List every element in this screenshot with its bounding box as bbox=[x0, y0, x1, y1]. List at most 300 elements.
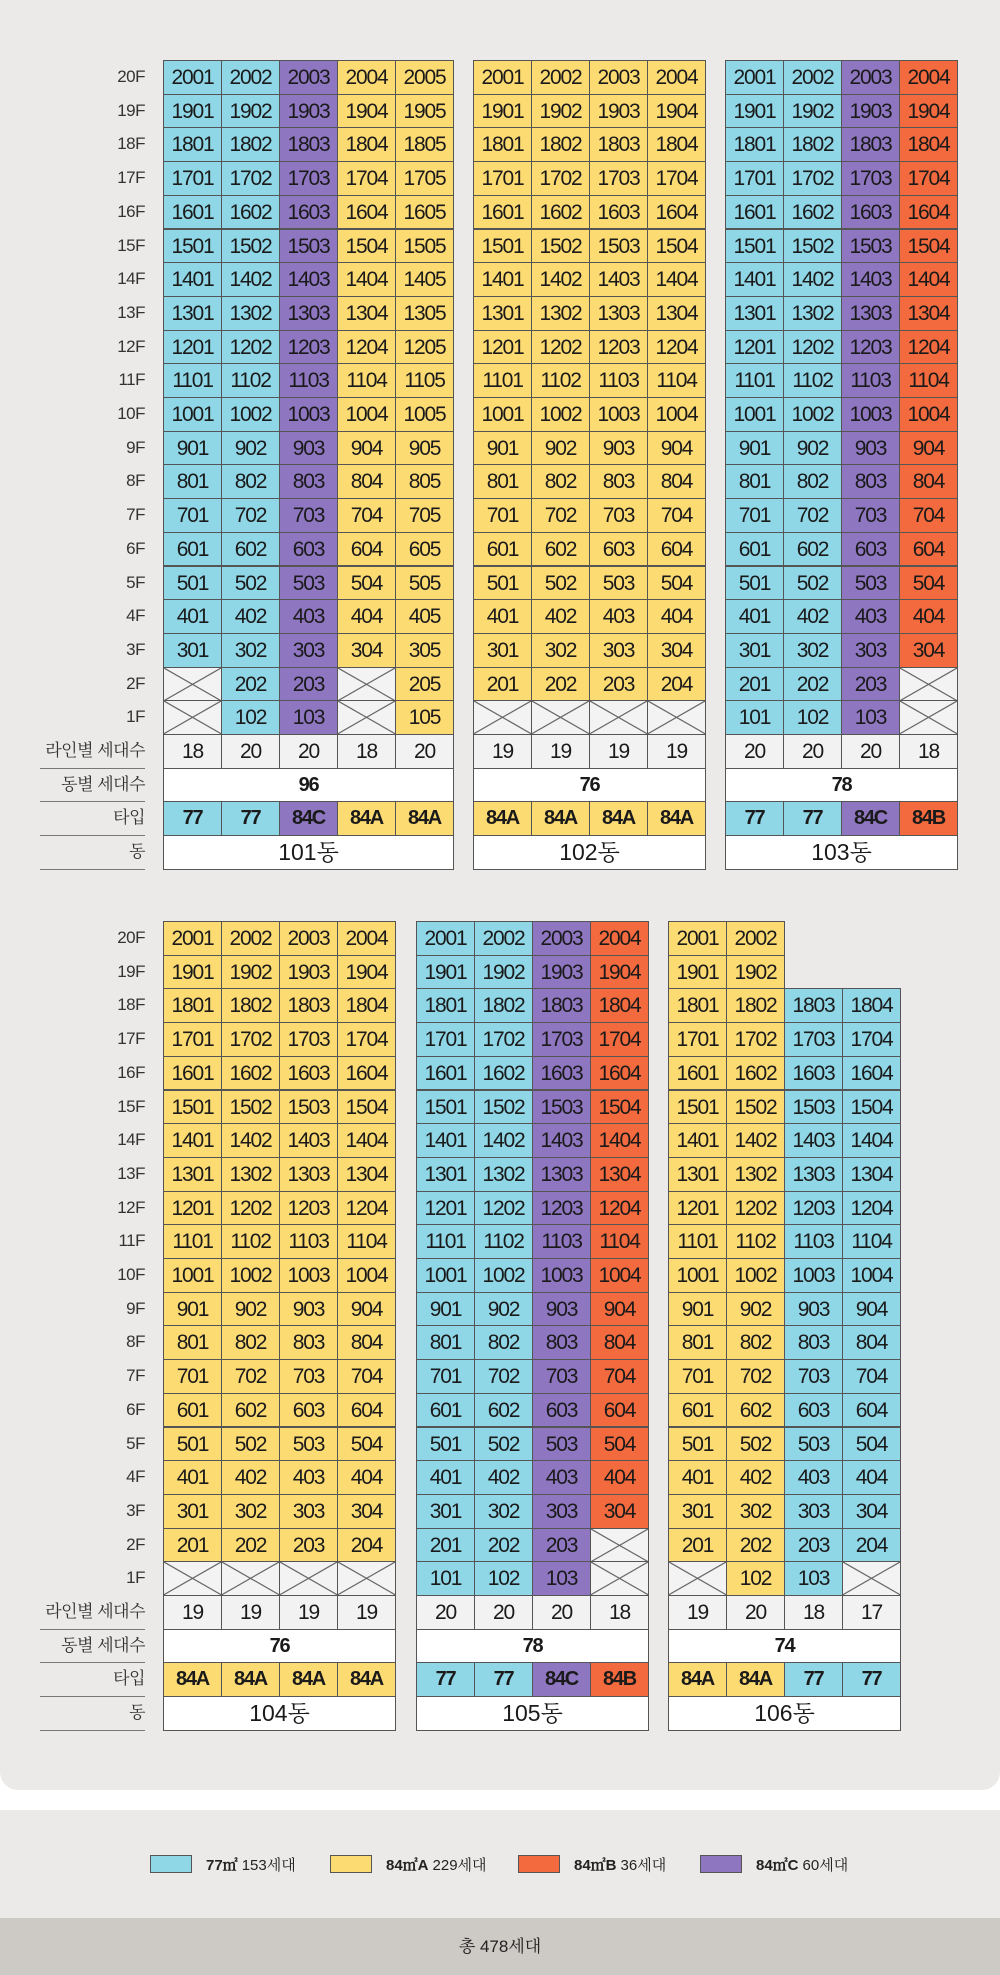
unit-cell[interactable]: 401 bbox=[416, 1460, 475, 1495]
unit-cell[interactable]: 1501 bbox=[416, 1090, 475, 1125]
unit-cell[interactable]: 1903 bbox=[279, 955, 338, 990]
unit-cell[interactable]: 904 bbox=[899, 431, 958, 466]
unit-cell[interactable]: 1103 bbox=[784, 1224, 843, 1259]
unit-cell[interactable]: 204 bbox=[337, 1528, 396, 1563]
unit-cell[interactable]: 601 bbox=[668, 1393, 727, 1428]
unit-cell[interactable]: 1701 bbox=[163, 1022, 222, 1057]
unit-cell[interactable]: 1602 bbox=[221, 195, 280, 230]
unit-cell[interactable]: 204 bbox=[842, 1528, 901, 1563]
unit-cell[interactable]: 403 bbox=[532, 1460, 591, 1495]
unit-cell[interactable]: 402 bbox=[474, 1460, 533, 1495]
unit-cell[interactable]: 1704 bbox=[337, 161, 396, 196]
unit-cell[interactable]: 303 bbox=[279, 633, 338, 668]
unit-cell[interactable]: 1101 bbox=[163, 363, 222, 398]
unit-cell[interactable]: 703 bbox=[279, 1359, 338, 1394]
unit-cell[interactable]: 704 bbox=[647, 498, 706, 533]
unit-cell[interactable]: 1302 bbox=[221, 1157, 280, 1192]
unit-cell[interactable]: 1104 bbox=[842, 1224, 901, 1259]
unit-cell[interactable]: 905 bbox=[395, 431, 454, 466]
unit-cell[interactable]: 1402 bbox=[531, 262, 590, 297]
unit-cell[interactable]: 504 bbox=[337, 566, 396, 601]
unit-cell[interactable]: 603 bbox=[279, 1393, 338, 1428]
unit-cell[interactable]: 201 bbox=[163, 1528, 222, 1563]
unit-cell[interactable]: 1902 bbox=[726, 955, 785, 990]
unit-cell[interactable]: 1403 bbox=[589, 262, 648, 297]
unit-cell[interactable]: 802 bbox=[221, 1325, 280, 1360]
unit-cell[interactable]: 1605 bbox=[395, 195, 454, 230]
unit-cell[interactable]: 301 bbox=[416, 1494, 475, 1529]
unit-cell[interactable]: 1101 bbox=[668, 1224, 727, 1259]
unit-cell[interactable]: 2002 bbox=[221, 921, 280, 956]
unit-cell[interactable]: 1002 bbox=[726, 1258, 785, 1293]
unit-cell[interactable]: 703 bbox=[532, 1359, 591, 1394]
unit-cell[interactable]: 2004 bbox=[899, 60, 958, 95]
unit-cell[interactable]: 803 bbox=[589, 464, 648, 499]
unit-cell[interactable]: 502 bbox=[783, 566, 842, 601]
unit-cell[interactable]: 202 bbox=[783, 667, 842, 702]
unit-cell[interactable]: 1603 bbox=[279, 1056, 338, 1091]
unit-cell[interactable]: 1401 bbox=[473, 262, 532, 297]
unit-cell[interactable]: 1402 bbox=[474, 1123, 533, 1158]
unit-cell[interactable]: 1704 bbox=[842, 1022, 901, 1057]
unit-cell[interactable]: 1604 bbox=[842, 1056, 901, 1091]
unit-cell[interactable]: 901 bbox=[725, 431, 784, 466]
unit-cell[interactable]: 1801 bbox=[163, 127, 222, 162]
unit-cell[interactable]: 1102 bbox=[726, 1224, 785, 1259]
unit-cell[interactable]: 1504 bbox=[899, 229, 958, 264]
unit-cell[interactable]: 501 bbox=[668, 1427, 727, 1462]
unit-cell[interactable]: 901 bbox=[163, 431, 222, 466]
unit-cell[interactable]: 1402 bbox=[783, 262, 842, 297]
unit-cell[interactable]: 603 bbox=[532, 1393, 591, 1428]
unit-cell[interactable]: 1303 bbox=[589, 296, 648, 331]
unit-cell[interactable]: 702 bbox=[531, 498, 590, 533]
unit-cell[interactable]: 802 bbox=[531, 464, 590, 499]
unit-cell[interactable]: 1603 bbox=[279, 195, 338, 230]
unit-cell[interactable]: 1701 bbox=[668, 1022, 727, 1057]
unit-cell[interactable]: 1404 bbox=[590, 1123, 649, 1158]
unit-cell[interactable]: 1705 bbox=[395, 161, 454, 196]
unit-cell[interactable]: 1203 bbox=[784, 1191, 843, 1226]
unit-cell[interactable]: 1304 bbox=[590, 1157, 649, 1192]
unit-cell[interactable]: 303 bbox=[784, 1494, 843, 1529]
unit-cell[interactable]: 1102 bbox=[221, 1224, 280, 1259]
unit-cell[interactable]: 1401 bbox=[163, 1123, 222, 1158]
unit-cell[interactable]: 1502 bbox=[531, 229, 590, 264]
unit-cell[interactable]: 1301 bbox=[473, 296, 532, 331]
unit-cell[interactable]: 602 bbox=[221, 532, 280, 567]
unit-cell[interactable]: 1402 bbox=[221, 1123, 280, 1158]
unit-cell[interactable]: 1003 bbox=[784, 1258, 843, 1293]
unit-cell[interactable]: 1203 bbox=[279, 330, 338, 365]
unit-cell[interactable]: 1404 bbox=[337, 262, 396, 297]
unit-cell[interactable]: 902 bbox=[221, 1292, 280, 1327]
unit-cell[interactable]: 804 bbox=[337, 1325, 396, 1360]
unit-cell[interactable]: 1602 bbox=[474, 1056, 533, 1091]
unit-cell[interactable]: 1203 bbox=[532, 1191, 591, 1226]
unit-cell[interactable]: 1203 bbox=[279, 1191, 338, 1226]
unit-cell[interactable]: 1602 bbox=[726, 1056, 785, 1091]
unit-cell[interactable]: 901 bbox=[163, 1292, 222, 1327]
unit-cell[interactable]: 802 bbox=[474, 1325, 533, 1360]
unit-cell[interactable]: 2002 bbox=[531, 60, 590, 95]
unit-cell[interactable]: 901 bbox=[668, 1292, 727, 1327]
unit-cell[interactable]: 1503 bbox=[532, 1090, 591, 1125]
unit-cell[interactable]: 201 bbox=[725, 667, 784, 702]
unit-cell[interactable]: 1001 bbox=[473, 397, 532, 432]
unit-cell[interactable]: 1503 bbox=[589, 229, 648, 264]
unit-cell[interactable]: 501 bbox=[163, 566, 222, 601]
unit-cell[interactable]: 404 bbox=[337, 1460, 396, 1495]
unit-cell[interactable]: 1003 bbox=[279, 1258, 338, 1293]
unit-cell[interactable]: 1302 bbox=[783, 296, 842, 331]
unit-cell[interactable]: 504 bbox=[647, 566, 706, 601]
unit-cell[interactable]: 1801 bbox=[473, 127, 532, 162]
unit-cell[interactable]: 1302 bbox=[531, 296, 590, 331]
unit-cell[interactable]: 1503 bbox=[279, 1090, 338, 1125]
unit-cell[interactable]: 701 bbox=[163, 1359, 222, 1394]
unit-cell[interactable]: 1702 bbox=[726, 1022, 785, 1057]
unit-cell[interactable]: 504 bbox=[337, 1427, 396, 1462]
unit-cell[interactable]: 1103 bbox=[532, 1224, 591, 1259]
unit-cell[interactable]: 1901 bbox=[416, 955, 475, 990]
unit-cell[interactable]: 804 bbox=[899, 464, 958, 499]
unit-cell[interactable]: 1902 bbox=[474, 955, 533, 990]
unit-cell[interactable]: 403 bbox=[784, 1460, 843, 1495]
unit-cell[interactable]: 1601 bbox=[163, 1056, 222, 1091]
unit-cell[interactable]: 203 bbox=[784, 1528, 843, 1563]
unit-cell[interactable]: 1703 bbox=[841, 161, 900, 196]
unit-cell[interactable]: 805 bbox=[395, 464, 454, 499]
unit-cell[interactable]: 402 bbox=[783, 599, 842, 634]
unit-cell[interactable]: 1501 bbox=[668, 1090, 727, 1125]
unit-cell[interactable]: 2001 bbox=[163, 60, 222, 95]
unit-cell[interactable]: 1803 bbox=[532, 988, 591, 1023]
unit-cell[interactable]: 1201 bbox=[163, 330, 222, 365]
unit-cell[interactable]: 501 bbox=[416, 1427, 475, 1462]
unit-cell[interactable]: 1503 bbox=[279, 229, 338, 264]
unit-cell[interactable]: 903 bbox=[279, 1292, 338, 1327]
unit-cell[interactable]: 2001 bbox=[473, 60, 532, 95]
unit-cell[interactable]: 304 bbox=[337, 633, 396, 668]
unit-cell[interactable]: 1802 bbox=[783, 127, 842, 162]
unit-cell[interactable]: 701 bbox=[163, 498, 222, 533]
unit-cell[interactable]: 1505 bbox=[395, 229, 454, 264]
unit-cell[interactable]: 804 bbox=[842, 1325, 901, 1360]
unit-cell[interactable]: 902 bbox=[783, 431, 842, 466]
unit-cell[interactable]: 2001 bbox=[668, 921, 727, 956]
unit-cell[interactable]: 603 bbox=[279, 532, 338, 567]
unit-cell[interactable]: 1001 bbox=[416, 1258, 475, 1293]
unit-cell[interactable]: 1301 bbox=[416, 1157, 475, 1192]
unit-cell[interactable]: 1703 bbox=[784, 1022, 843, 1057]
unit-cell[interactable]: 404 bbox=[647, 599, 706, 634]
unit-cell[interactable]: 1504 bbox=[590, 1090, 649, 1125]
unit-cell[interactable]: 803 bbox=[841, 464, 900, 499]
unit-cell[interactable]: 1303 bbox=[841, 296, 900, 331]
unit-cell[interactable]: 1104 bbox=[337, 363, 396, 398]
unit-cell[interactable]: 303 bbox=[532, 1494, 591, 1529]
unit-cell[interactable]: 403 bbox=[841, 599, 900, 634]
unit-cell[interactable]: 1904 bbox=[337, 955, 396, 990]
unit-cell[interactable]: 102 bbox=[474, 1561, 533, 1596]
unit-cell[interactable]: 1801 bbox=[416, 988, 475, 1023]
unit-cell[interactable]: 803 bbox=[279, 1325, 338, 1360]
unit-cell[interactable]: 401 bbox=[668, 1460, 727, 1495]
unit-cell[interactable]: 1401 bbox=[416, 1123, 475, 1158]
unit-cell[interactable]: 1405 bbox=[395, 262, 454, 297]
unit-cell[interactable]: 1004 bbox=[337, 397, 396, 432]
unit-cell[interactable]: 1302 bbox=[221, 296, 280, 331]
unit-cell[interactable]: 1704 bbox=[899, 161, 958, 196]
unit-cell[interactable]: 203 bbox=[279, 1528, 338, 1563]
unit-cell[interactable]: 704 bbox=[337, 1359, 396, 1394]
unit-cell[interactable]: 1404 bbox=[899, 262, 958, 297]
unit-cell[interactable]: 602 bbox=[726, 1393, 785, 1428]
unit-cell[interactable]: 1204 bbox=[337, 330, 396, 365]
unit-cell[interactable]: 205 bbox=[395, 667, 454, 702]
unit-cell[interactable]: 602 bbox=[474, 1393, 533, 1428]
unit-cell[interactable]: 1002 bbox=[221, 1258, 280, 1293]
unit-cell[interactable]: 1001 bbox=[668, 1258, 727, 1293]
unit-cell[interactable]: 1301 bbox=[668, 1157, 727, 1192]
unit-cell[interactable]: 1003 bbox=[841, 397, 900, 432]
unit-cell[interactable]: 1904 bbox=[590, 955, 649, 990]
unit-cell[interactable]: 502 bbox=[726, 1427, 785, 1462]
unit-cell[interactable]: 1603 bbox=[784, 1056, 843, 1091]
unit-cell[interactable]: 1301 bbox=[163, 1157, 222, 1192]
unit-cell[interactable]: 2003 bbox=[279, 921, 338, 956]
unit-cell[interactable]: 202 bbox=[531, 667, 590, 702]
unit-cell[interactable]: 1703 bbox=[279, 1022, 338, 1057]
unit-cell[interactable]: 503 bbox=[784, 1427, 843, 1462]
unit-cell[interactable]: 1201 bbox=[668, 1191, 727, 1226]
unit-cell[interactable]: 404 bbox=[899, 599, 958, 634]
unit-cell[interactable]: 801 bbox=[473, 464, 532, 499]
unit-cell[interactable]: 1303 bbox=[279, 1157, 338, 1192]
unit-cell[interactable]: 501 bbox=[725, 566, 784, 601]
unit-cell[interactable]: 1901 bbox=[163, 955, 222, 990]
unit-cell[interactable]: 202 bbox=[221, 667, 280, 702]
unit-cell[interactable]: 801 bbox=[416, 1325, 475, 1360]
unit-cell[interactable]: 1303 bbox=[784, 1157, 843, 1192]
unit-cell[interactable]: 203 bbox=[589, 667, 648, 702]
unit-cell[interactable]: 1001 bbox=[725, 397, 784, 432]
unit-cell[interactable]: 304 bbox=[590, 1494, 649, 1529]
unit-cell[interactable]: 802 bbox=[221, 464, 280, 499]
unit-cell[interactable]: 1904 bbox=[899, 94, 958, 129]
unit-cell[interactable]: 1701 bbox=[725, 161, 784, 196]
unit-cell[interactable]: 1503 bbox=[841, 229, 900, 264]
unit-cell[interactable]: 1504 bbox=[337, 1090, 396, 1125]
unit-cell[interactable]: 304 bbox=[647, 633, 706, 668]
unit-cell[interactable]: 504 bbox=[842, 1427, 901, 1462]
unit-cell[interactable]: 1105 bbox=[395, 363, 454, 398]
unit-cell[interactable]: 1802 bbox=[221, 127, 280, 162]
unit-cell[interactable]: 501 bbox=[473, 566, 532, 601]
unit-cell[interactable]: 602 bbox=[783, 532, 842, 567]
unit-cell[interactable]: 602 bbox=[531, 532, 590, 567]
unit-cell[interactable]: 603 bbox=[589, 532, 648, 567]
unit-cell[interactable]: 1804 bbox=[590, 988, 649, 1023]
unit-cell[interactable]: 1901 bbox=[473, 94, 532, 129]
unit-cell[interactable]: 1802 bbox=[726, 988, 785, 1023]
unit-cell[interactable]: 602 bbox=[221, 1393, 280, 1428]
unit-cell[interactable]: 702 bbox=[221, 498, 280, 533]
unit-cell[interactable]: 1205 bbox=[395, 330, 454, 365]
unit-cell[interactable]: 402 bbox=[726, 1460, 785, 1495]
unit-cell[interactable]: 1002 bbox=[474, 1258, 533, 1293]
unit-cell[interactable]: 1501 bbox=[163, 229, 222, 264]
unit-cell[interactable]: 703 bbox=[279, 498, 338, 533]
unit-cell[interactable]: 105 bbox=[395, 700, 454, 735]
unit-cell[interactable]: 803 bbox=[784, 1325, 843, 1360]
unit-cell[interactable]: 202 bbox=[221, 1528, 280, 1563]
unit-cell[interactable]: 1604 bbox=[590, 1056, 649, 1091]
unit-cell[interactable]: 503 bbox=[841, 566, 900, 601]
unit-cell[interactable]: 1004 bbox=[590, 1258, 649, 1293]
unit-cell[interactable]: 1304 bbox=[647, 296, 706, 331]
unit-cell[interactable]: 203 bbox=[279, 667, 338, 702]
unit-cell[interactable]: 201 bbox=[416, 1528, 475, 1563]
unit-cell[interactable]: 1403 bbox=[784, 1123, 843, 1158]
unit-cell[interactable]: 1002 bbox=[783, 397, 842, 432]
unit-cell[interactable]: 1201 bbox=[725, 330, 784, 365]
unit-cell[interactable]: 603 bbox=[784, 1393, 843, 1428]
unit-cell[interactable]: 1802 bbox=[221, 988, 280, 1023]
unit-cell[interactable]: 1804 bbox=[337, 127, 396, 162]
unit-cell[interactable]: 302 bbox=[783, 633, 842, 668]
unit-cell[interactable]: 1903 bbox=[841, 94, 900, 129]
unit-cell[interactable]: 2001 bbox=[163, 921, 222, 956]
unit-cell[interactable]: 1202 bbox=[726, 1191, 785, 1226]
unit-cell[interactable]: 1101 bbox=[725, 363, 784, 398]
unit-cell[interactable]: 2004 bbox=[590, 921, 649, 956]
unit-cell[interactable]: 1501 bbox=[473, 229, 532, 264]
unit-cell[interactable]: 1301 bbox=[163, 296, 222, 331]
unit-cell[interactable]: 801 bbox=[725, 464, 784, 499]
unit-cell[interactable]: 1203 bbox=[589, 330, 648, 365]
unit-cell[interactable]: 203 bbox=[532, 1528, 591, 1563]
unit-cell[interactable]: 604 bbox=[647, 532, 706, 567]
unit-cell[interactable]: 201 bbox=[473, 667, 532, 702]
unit-cell[interactable]: 1403 bbox=[841, 262, 900, 297]
unit-cell[interactable]: 1104 bbox=[899, 363, 958, 398]
unit-cell[interactable]: 803 bbox=[279, 464, 338, 499]
unit-cell[interactable]: 1901 bbox=[725, 94, 784, 129]
unit-cell[interactable]: 303 bbox=[589, 633, 648, 668]
unit-cell[interactable]: 1404 bbox=[647, 262, 706, 297]
unit-cell[interactable]: 1201 bbox=[473, 330, 532, 365]
unit-cell[interactable]: 1604 bbox=[647, 195, 706, 230]
unit-cell[interactable]: 601 bbox=[163, 1393, 222, 1428]
unit-cell[interactable]: 902 bbox=[221, 431, 280, 466]
unit-cell[interactable]: 903 bbox=[841, 431, 900, 466]
unit-cell[interactable]: 903 bbox=[589, 431, 648, 466]
unit-cell[interactable]: 1004 bbox=[899, 397, 958, 432]
unit-cell[interactable]: 103 bbox=[784, 1561, 843, 1596]
unit-cell[interactable]: 902 bbox=[726, 1292, 785, 1327]
unit-cell[interactable]: 904 bbox=[842, 1292, 901, 1327]
unit-cell[interactable]: 401 bbox=[473, 599, 532, 634]
unit-cell[interactable]: 1902 bbox=[221, 955, 280, 990]
unit-cell[interactable]: 404 bbox=[337, 599, 396, 634]
unit-cell[interactable]: 704 bbox=[337, 498, 396, 533]
unit-cell[interactable]: 1204 bbox=[337, 1191, 396, 1226]
unit-cell[interactable]: 101 bbox=[416, 1561, 475, 1596]
unit-cell[interactable]: 803 bbox=[532, 1325, 591, 1360]
unit-cell[interactable]: 203 bbox=[841, 667, 900, 702]
unit-cell[interactable]: 901 bbox=[473, 431, 532, 466]
unit-cell[interactable]: 702 bbox=[474, 1359, 533, 1394]
unit-cell[interactable]: 1903 bbox=[279, 94, 338, 129]
unit-cell[interactable]: 401 bbox=[163, 599, 222, 634]
unit-cell[interactable]: 1304 bbox=[337, 1157, 396, 1192]
unit-cell[interactable]: 1603 bbox=[532, 1056, 591, 1091]
unit-cell[interactable]: 2004 bbox=[337, 921, 396, 956]
unit-cell[interactable]: 902 bbox=[531, 431, 590, 466]
unit-cell[interactable]: 1403 bbox=[532, 1123, 591, 1158]
unit-cell[interactable]: 1104 bbox=[337, 1224, 396, 1259]
unit-cell[interactable]: 2004 bbox=[647, 60, 706, 95]
unit-cell[interactable]: 604 bbox=[337, 1393, 396, 1428]
unit-cell[interactable]: 1504 bbox=[647, 229, 706, 264]
unit-cell[interactable]: 402 bbox=[221, 599, 280, 634]
unit-cell[interactable]: 601 bbox=[725, 532, 784, 567]
unit-cell[interactable]: 102 bbox=[783, 700, 842, 735]
unit-cell[interactable]: 1902 bbox=[221, 94, 280, 129]
unit-cell[interactable]: 1503 bbox=[784, 1090, 843, 1125]
unit-cell[interactable]: 1801 bbox=[725, 127, 784, 162]
unit-cell[interactable]: 1401 bbox=[163, 262, 222, 297]
unit-cell[interactable]: 1803 bbox=[279, 127, 338, 162]
unit-cell[interactable]: 1303 bbox=[532, 1157, 591, 1192]
unit-cell[interactable]: 1901 bbox=[163, 94, 222, 129]
unit-cell[interactable]: 1704 bbox=[337, 1022, 396, 1057]
unit-cell[interactable]: 2005 bbox=[395, 60, 454, 95]
unit-cell[interactable]: 1903 bbox=[589, 94, 648, 129]
unit-cell[interactable]: 1302 bbox=[474, 1157, 533, 1192]
unit-cell[interactable]: 1003 bbox=[279, 397, 338, 432]
unit-cell[interactable]: 604 bbox=[899, 532, 958, 567]
unit-cell[interactable]: 403 bbox=[279, 599, 338, 634]
unit-cell[interactable]: 904 bbox=[337, 431, 396, 466]
unit-cell[interactable]: 1703 bbox=[279, 161, 338, 196]
unit-cell[interactable]: 1701 bbox=[473, 161, 532, 196]
unit-cell[interactable]: 1102 bbox=[221, 363, 280, 398]
unit-cell[interactable]: 1704 bbox=[647, 161, 706, 196]
unit-cell[interactable]: 1305 bbox=[395, 296, 454, 331]
unit-cell[interactable]: 703 bbox=[784, 1359, 843, 1394]
unit-cell[interactable]: 901 bbox=[416, 1292, 475, 1327]
unit-cell[interactable]: 402 bbox=[531, 599, 590, 634]
unit-cell[interactable]: 1804 bbox=[842, 988, 901, 1023]
unit-cell[interactable]: 202 bbox=[474, 1528, 533, 1563]
unit-cell[interactable]: 502 bbox=[531, 566, 590, 601]
unit-cell[interactable]: 1102 bbox=[474, 1224, 533, 1259]
unit-cell[interactable]: 604 bbox=[842, 1393, 901, 1428]
unit-cell[interactable]: 1702 bbox=[783, 161, 842, 196]
unit-cell[interactable]: 903 bbox=[279, 431, 338, 466]
unit-cell[interactable]: 801 bbox=[163, 464, 222, 499]
unit-cell[interactable]: 1502 bbox=[474, 1090, 533, 1125]
unit-cell[interactable]: 1301 bbox=[725, 296, 784, 331]
unit-cell[interactable]: 704 bbox=[899, 498, 958, 533]
unit-cell[interactable]: 1904 bbox=[337, 94, 396, 129]
unit-cell[interactable]: 1803 bbox=[841, 127, 900, 162]
unit-cell[interactable]: 701 bbox=[725, 498, 784, 533]
unit-cell[interactable]: 401 bbox=[725, 599, 784, 634]
